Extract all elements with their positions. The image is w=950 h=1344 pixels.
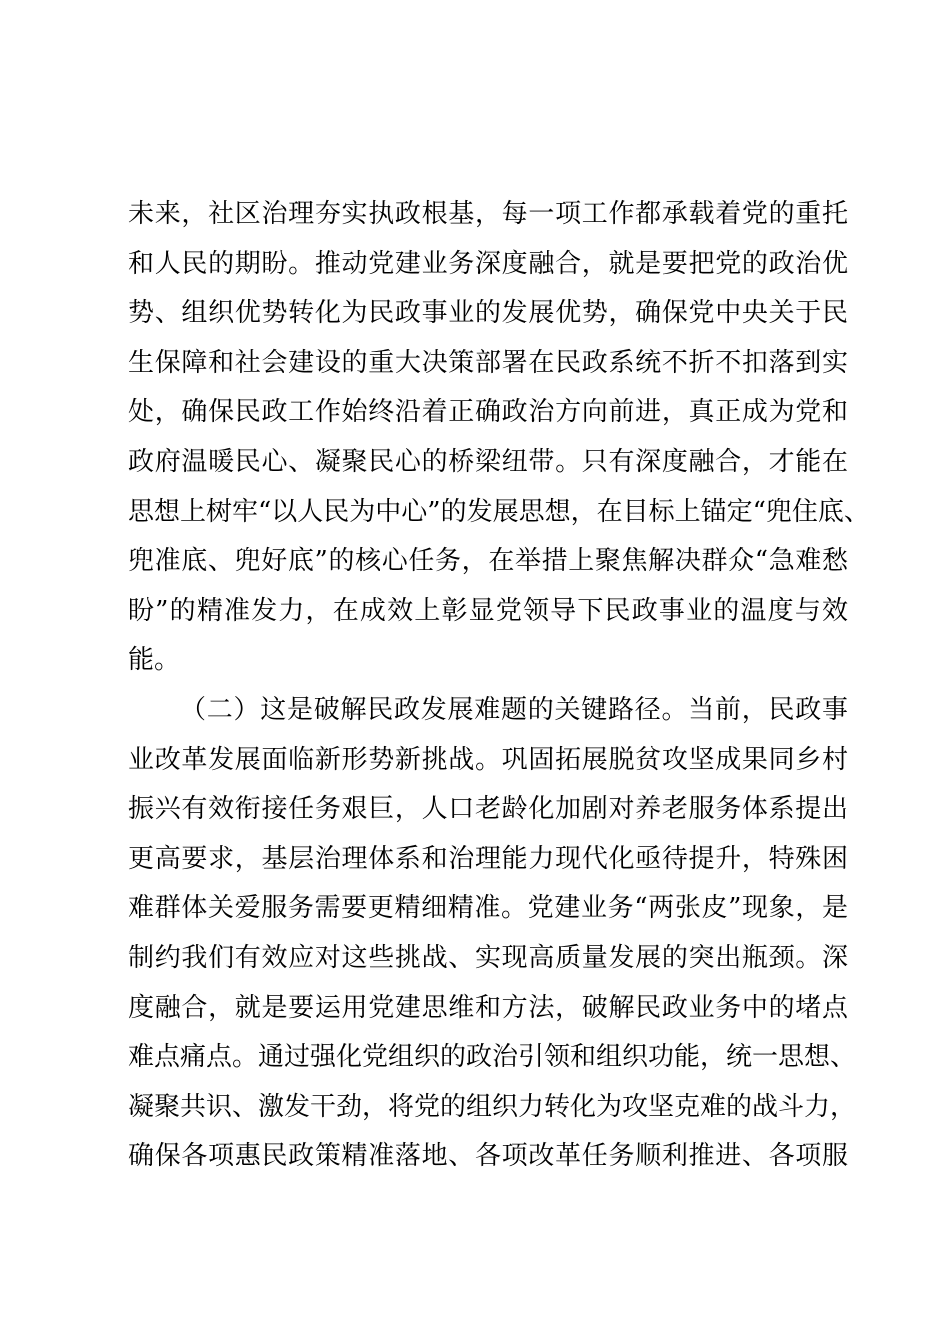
text-line: 势、组织优势转化为民政事业的发展优势，确保党中央关于民 bbox=[128, 298, 848, 329]
text-line: 更高要求，基层治理体系和治理能力现代化亟待提升，特殊困 bbox=[128, 843, 848, 874]
text-line: 度融合，就是要运用党建思维和方法，破解民政业务中的堵点 bbox=[128, 992, 848, 1023]
text-line: 业改革发展面临新形势新挑战。巩固拓展脱贫攻坚成果同乡村 bbox=[128, 744, 848, 775]
text-line: 思想上树牢“以人民为中心”的发展思想，在目标上锚定“兜住底、 bbox=[128, 496, 870, 527]
text-line: 制约我们有效应对这些挑战、实现高质量发展的突出瓶颈。深 bbox=[128, 942, 848, 973]
text-line: 未来，社区治理夯实执政根基，每一项工作都承载着党的重托 bbox=[128, 199, 848, 229]
paragraph-heading-line: （二）这是破解民政发展难题的关键路径。当前，民政事 bbox=[180, 694, 848, 725]
text-line: 能。 bbox=[128, 645, 181, 676]
text-line: 兜准底、兜好底”的核心任务，在举措上聚焦解决群众“急难愁 bbox=[128, 546, 848, 577]
text-line: 生保障和社会建设的重大决策部署在民政系统不折不扣落到实 bbox=[128, 347, 848, 378]
text-line: 难点痛点。通过强化党组织的政治引领和组织功能，统一思想、 bbox=[128, 1042, 857, 1073]
text-line: 确保各项惠民政策精准落地、各项改革任务顺利推进、各项服 bbox=[128, 1141, 848, 1172]
text-line: 凝聚共识、激发干劲，将党的组织力转化为攻坚克难的战斗力， bbox=[128, 1091, 857, 1122]
text-line: 难群体关爱服务需要更精细精准。党建业务“两张皮”现象，是 bbox=[128, 893, 848, 924]
text-line: 和人民的期盼。推动党建业务深度融合，就是要把党的政治优 bbox=[128, 248, 848, 279]
text-line: 政府温暖民心、凝聚民心的桥梁纽带。只有深度融合，才能在 bbox=[128, 446, 848, 477]
text-line: 处，确保民政工作始终沿着正确政治方向前进，真正成为党和 bbox=[128, 397, 848, 428]
text-line: 振兴有效衔接任务艰巨，人口老龄化加剧对养老服务体系提出 bbox=[128, 794, 848, 825]
body-text bbox=[128, 190, 870, 1182]
text-line: 盼”的精准发力，在成效上彰显党领导下民政事业的温度与效 bbox=[128, 595, 848, 626]
